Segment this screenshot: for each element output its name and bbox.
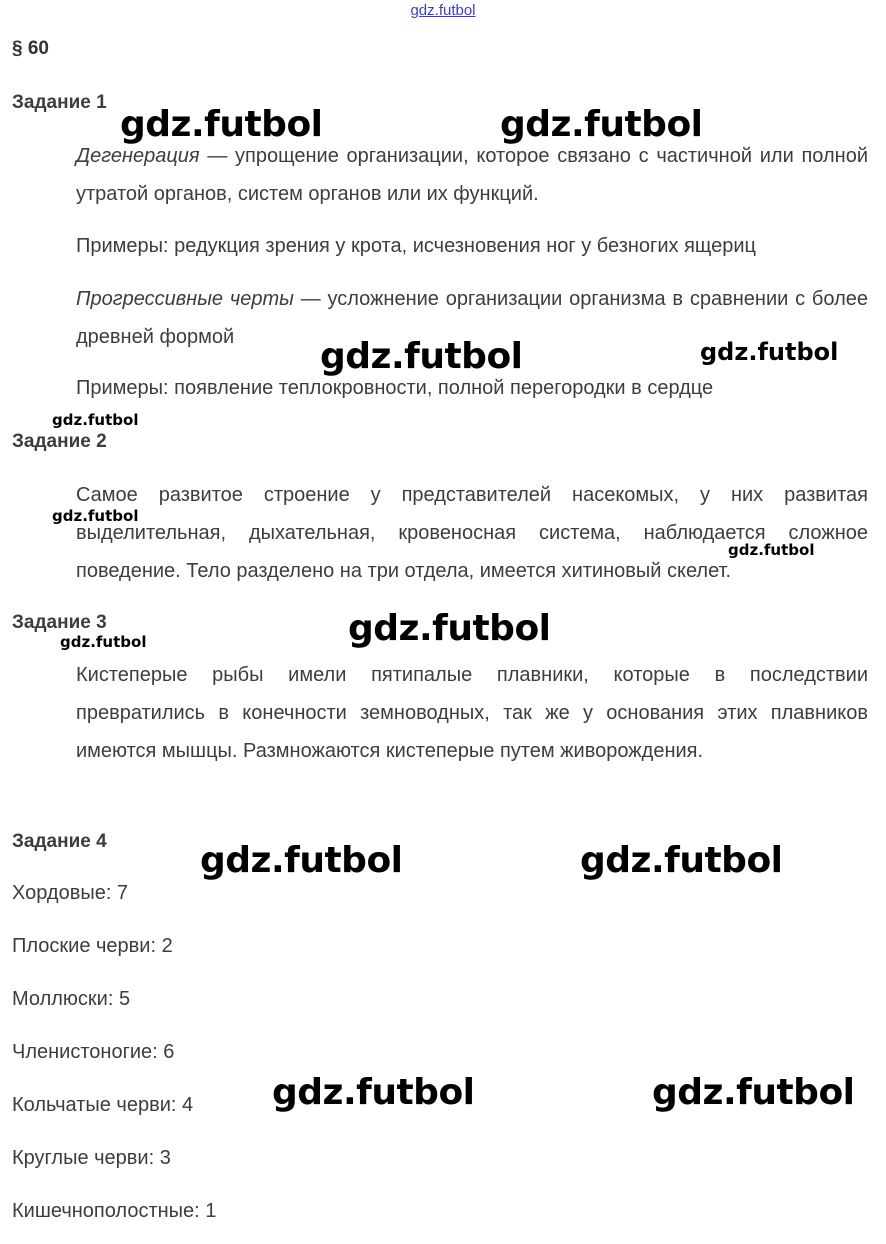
watermark: gdz.futbol (728, 541, 815, 559)
watermark: gdz.futbol (200, 840, 403, 881)
task-1-heading: Задание 1 (12, 92, 107, 113)
watermark: gdz.futbol (272, 1072, 475, 1113)
watermark: gdz.futbol (500, 104, 703, 145)
term-progressive-traits: Прогрессивные черты (76, 288, 294, 310)
watermark: gdz.futbol (348, 608, 551, 649)
task-2-answer: Самое развитое строение у представителей насекомых, у них развитая выделительная, дыхательная, кровеносная система, наблюдается сложное поведение. Тело разделено на три отдела, имеется хитиновый скелет. (76, 484, 868, 582)
task-2-heading: Задание 2 (12, 431, 107, 452)
task-4-heading: Задание 4 (12, 831, 107, 852)
degeneration-text: — упрощение организации, которое связано с частичной или полной утратой органов, систем органов или их функций. (76, 145, 868, 205)
task-1-examples-1: Примеры: редукция зрения у крота, исчезновения ног у безногих ящериц (76, 235, 756, 257)
list-item-mollusks: Моллюски: 5 (12, 988, 131, 1010)
task-3-heading: Задание 3 (12, 612, 107, 633)
watermark: gdz.futbol (580, 840, 783, 881)
watermark: gdz.futbol (320, 336, 523, 377)
list-item-chordates: Хордовые: 7 (12, 882, 129, 904)
list-item-arthropods: Членистоногие: 6 (12, 1041, 175, 1063)
list-item-annelids: Кольчатые черви: 4 (12, 1094, 194, 1116)
watermark: gdz.futbol (52, 411, 139, 429)
list-item-coelenterates: Кишечнополостные: 1 (12, 1200, 217, 1222)
task-1-examples-2: Примеры: появление теплокровности, полной перегородки в сердце (76, 377, 714, 399)
watermark: gdz.futbol (652, 1072, 855, 1113)
watermark: gdz.futbol (700, 338, 839, 366)
list-item-flatworms: Плоские черви: 2 (12, 935, 173, 957)
top-site-link[interactable]: gdz.futbol (410, 2, 476, 19)
watermark: gdz.futbol (60, 633, 147, 651)
task-1-definition-degeneration (76, 137, 868, 213)
watermark: gdz.futbol (52, 507, 139, 525)
progressive-text: — усложнение организации организма в сравнении с более древней формой (76, 288, 868, 348)
section-title: § 60 (12, 38, 49, 59)
watermark: gdz.futbol (120, 104, 323, 145)
term-degeneration: Дегенерация (76, 145, 200, 167)
task-3-answer: Кистеперые рыбы имели пятипалые плавники, которые в последствии превратились в конечности земноводных, так же у основания этих плавников имеются мышцы. Размножаются кистеперые путем живорождения. (76, 664, 868, 762)
list-item-roundworms: Круглые черви: 3 (12, 1147, 171, 1169)
